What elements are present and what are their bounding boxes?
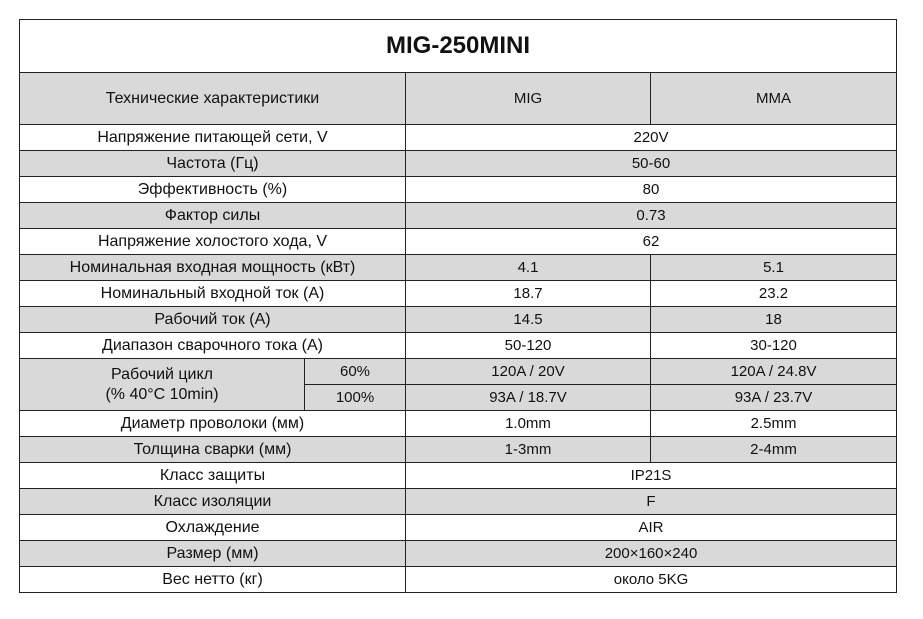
row-mma-weld-thickness: 2-4mm bbox=[651, 437, 897, 463]
row-value-frequency: 50-60 bbox=[406, 151, 897, 177]
row-mig-input-current: 18.7 bbox=[406, 281, 651, 307]
row-value-net-weight: около 5KG bbox=[406, 567, 897, 593]
row-label-supply-voltage: Напряжение питающей сети, V bbox=[20, 125, 406, 151]
row-mig-wire-diameter: 1.0mm bbox=[406, 411, 651, 437]
row-label-net-weight: Вес нетто (кг) bbox=[20, 567, 406, 593]
duty-cycle-pct-60: 60% bbox=[305, 359, 406, 385]
row-label-power-factor: Фактор силы bbox=[20, 203, 406, 229]
spec-table bbox=[19, 19, 897, 593]
row-label-frequency: Частота (Гц) bbox=[20, 151, 406, 177]
duty-cycle-mig-100: 93A / 18.7V bbox=[406, 385, 651, 411]
row-mig-working-current: 14.5 bbox=[406, 307, 651, 333]
duty-cycle-mig-60: 120A / 20V bbox=[406, 359, 651, 385]
row-mig-input-power: 4.1 bbox=[406, 255, 651, 281]
row-value-insulation-class: F bbox=[406, 489, 897, 515]
duty-cycle-pct-100: 100% bbox=[305, 385, 406, 411]
row-mma-working-current: 18 bbox=[651, 307, 897, 333]
duty-cycle-label-line1: Рабочий цикл bbox=[110, 365, 214, 383]
row-label-no-load-voltage: Напряжение холостого хода, V bbox=[20, 229, 406, 255]
row-value-supply-voltage: 220V bbox=[406, 125, 897, 151]
row-value-cooling: AIR bbox=[406, 515, 897, 541]
row-label-wire-diameter: Диаметр проволоки (мм) bbox=[20, 411, 406, 437]
row-value-protection-class: IP21S bbox=[406, 463, 897, 489]
duty-cycle-mma-100: 93A / 23.7V bbox=[651, 385, 897, 411]
row-value-size: 200×160×240 bbox=[406, 541, 897, 567]
header-label: Технические характеристики bbox=[20, 73, 406, 125]
row-mig-weld-thickness: 1-3mm bbox=[406, 437, 651, 463]
header-mma: MMA bbox=[651, 73, 897, 125]
row-label-protection-class: Класс защиты bbox=[20, 463, 406, 489]
row-label-working-current: Рабочий ток (A) bbox=[20, 307, 406, 333]
row-label-cooling: Охлаждение bbox=[20, 515, 406, 541]
row-label-size: Размер (мм) bbox=[20, 541, 406, 567]
row-value-efficiency: 80 bbox=[406, 177, 897, 203]
row-label-current-range: Диапазон сварочного тока (A) bbox=[20, 333, 406, 359]
row-value-no-load-voltage: 62 bbox=[406, 229, 897, 255]
row-label-weld-thickness: Толщина сварки (мм) bbox=[20, 437, 406, 463]
row-label-insulation-class: Класс изоляции bbox=[20, 489, 406, 515]
row-label-efficiency: Эффективность (%) bbox=[20, 177, 406, 203]
table-title: MIG-250MINI bbox=[20, 20, 897, 73]
row-mma-input-power: 5.1 bbox=[651, 255, 897, 281]
duty-cycle-mma-60: 120A / 24.8V bbox=[651, 359, 897, 385]
row-mig-current-range: 50-120 bbox=[406, 333, 651, 359]
row-mma-current-range: 30-120 bbox=[651, 333, 897, 359]
row-mma-input-current: 23.2 bbox=[651, 281, 897, 307]
row-label-input-current: Номинальный входной ток (A) bbox=[20, 281, 406, 307]
row-value-power-factor: 0.73 bbox=[406, 203, 897, 229]
row-mma-wire-diameter: 2.5mm bbox=[651, 411, 897, 437]
header-mig: MIG bbox=[406, 73, 651, 125]
duty-cycle-label-line2: (% 40°C 10min) bbox=[105, 385, 219, 403]
duty-cycle-label bbox=[20, 359, 305, 411]
row-label-input-power: Номинальная входная мощность (кВт) bbox=[20, 255, 406, 281]
